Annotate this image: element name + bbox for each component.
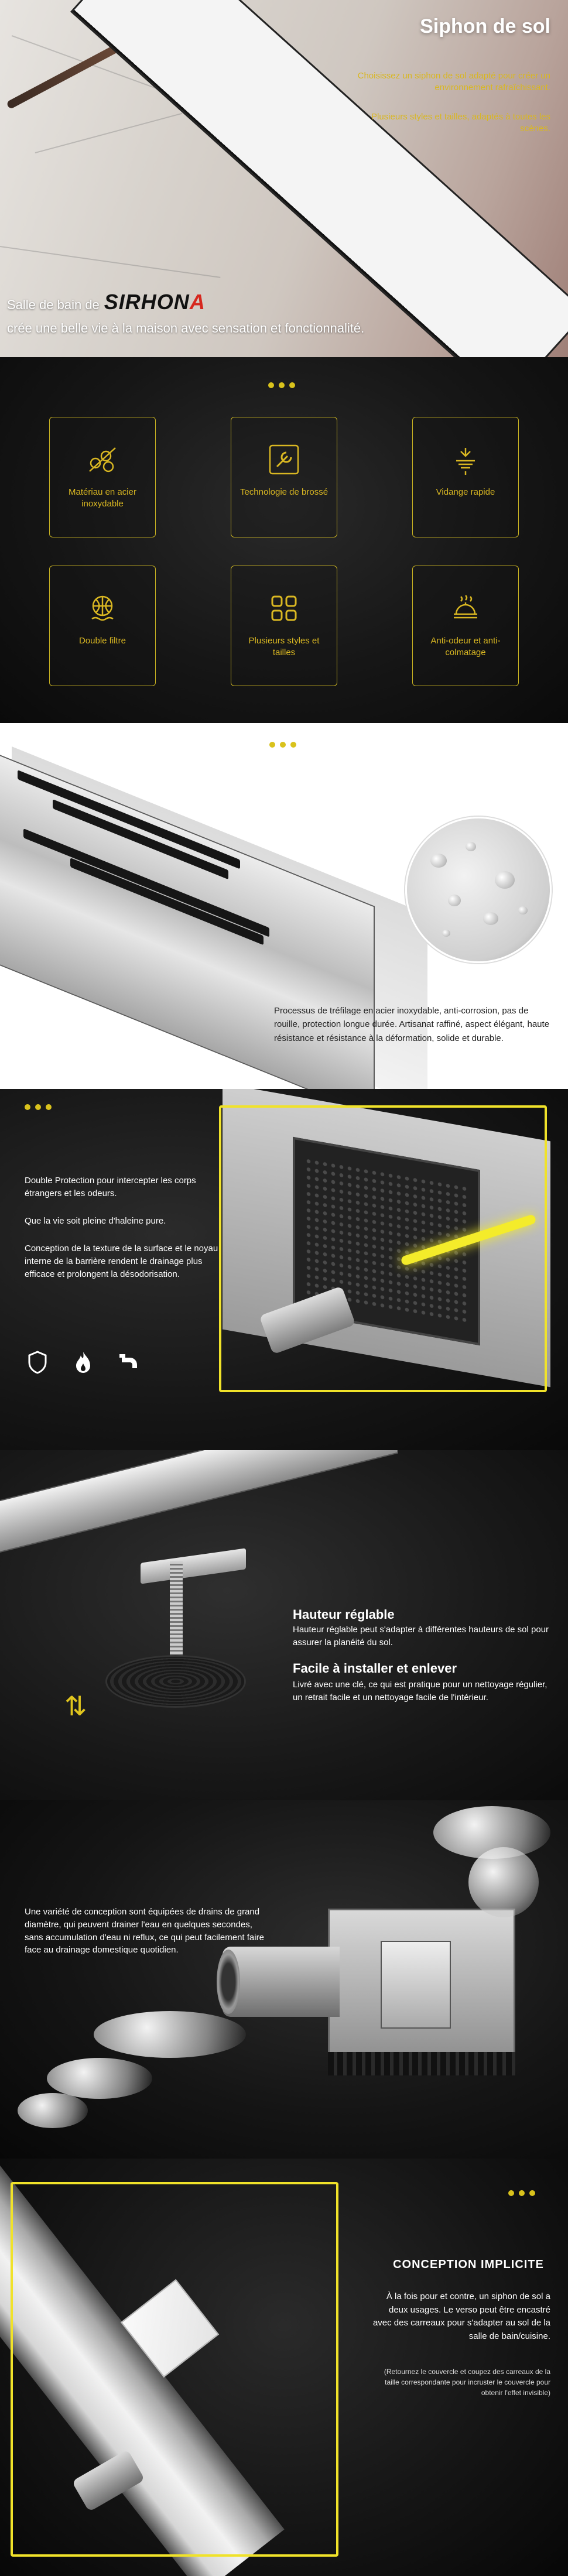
brand-logo xyxy=(104,290,206,314)
rubber-base-image xyxy=(328,2052,515,2075)
hero-section xyxy=(0,0,568,357)
double-filter-icon xyxy=(84,590,121,627)
section-dots xyxy=(269,742,296,748)
brand-accent: A xyxy=(189,290,206,314)
water-splash xyxy=(94,2011,246,2058)
water-splash xyxy=(18,2093,88,2128)
drain-flow-icon xyxy=(447,441,484,478)
protection-text-3: Conception de la texture de la surface et le noyau interne de la barrière rendent le drainage plus efficace et prolongent la désodorisation. xyxy=(25,1244,218,1279)
feature-label: Vidange rapide xyxy=(436,487,495,497)
adjust-section xyxy=(0,1450,568,1800)
yellow-frame xyxy=(11,2182,338,2557)
feature-label: Anti-odeur et anti-colmatage xyxy=(430,636,501,658)
marble-vein xyxy=(35,113,183,153)
hero-subtitle-2: Plusieurs styles et tailles, adaptés à toutes les scènes. xyxy=(371,112,550,134)
flow-description: Une variété de conception sont équipées de drains de grand diamètre, qui peuvent drainer l'eau en quelques secondes, sans accumulation d'eau ni reflux, ce qui peut facilement faire face au drainage domestique quotidien. xyxy=(25,1907,264,1955)
water-splash xyxy=(47,2058,152,2099)
steel-rods-icon xyxy=(84,441,121,478)
brand-tagline: crée une belle vie à la maison avec sensation et fonctionnalité. xyxy=(7,321,365,335)
drain-clip-image xyxy=(381,1941,451,2029)
page-title: Siphon de sol xyxy=(420,15,550,37)
adjust-text-2: Livré avec une clé, ce qui est pratique pour un nettoyage régulier, un retrait facile et un nettoyage facile de l'intérieur. xyxy=(293,1680,548,1703)
protection-text-2: Que la vie soit pleine d'haleine pure. xyxy=(25,1216,166,1226)
styles-grid-icon xyxy=(265,590,303,627)
steel-section xyxy=(0,723,568,1089)
concealed-section xyxy=(0,2159,568,2576)
adjust-text-1: Hauteur réglable peut s'adapter à différentes hauteurs de sol pour assurer la planéité du sol. xyxy=(293,1625,549,1647)
protection-section xyxy=(0,1089,568,1450)
feature-card xyxy=(412,566,519,686)
height-bracket-image xyxy=(141,1548,246,1584)
brand-prefix: Salle de bain de xyxy=(7,297,100,312)
shield-icon xyxy=(25,1349,50,1375)
steel-description: Processus de tréfilage en acier inoxydable, anti-corrosion, pas de rouille, protection longue durée. Artisanat raffiné, aspect élégant, haute résistance et résistance à la déformation, solide et durable. xyxy=(274,1006,550,1043)
pipe-opening xyxy=(217,1950,240,2014)
water-droplets-closeup xyxy=(405,817,552,963)
protection-text-1: Double Protection pour intercepter les corps étrangers et les odeurs. xyxy=(25,1176,196,1198)
feature-label: Technologie de brossé xyxy=(239,487,329,497)
brand-name: SIRHON xyxy=(104,290,190,314)
feature-card xyxy=(412,417,519,537)
feature-card xyxy=(231,417,337,537)
adjust-heading-2: Facile à installer et enlever xyxy=(293,1661,457,1676)
up-down-arrow-icon: ⇅ xyxy=(64,1691,87,1721)
yellow-frame xyxy=(219,1105,547,1392)
hero-subtitle: Choisissez un siphon de sol adapté pour créer un environnement rafraîchissant. xyxy=(357,71,550,93)
adjust-heading-1: Hauteur réglable xyxy=(293,1607,395,1622)
section-dots xyxy=(268,382,295,388)
large-pipe-image xyxy=(223,1947,340,2017)
pen-decoration xyxy=(6,39,129,109)
concealed-description: À la fois pour et contre, un siphon de sol a deux usages. Le verso peut être encastré avec des carreaux pour s'adapter au sol de la salle de bain/cuisine. xyxy=(372,2291,550,2341)
section-dots xyxy=(25,1104,52,1110)
protection-icons xyxy=(25,1349,142,1375)
brand-row xyxy=(7,290,206,314)
section-dots xyxy=(508,2190,535,2196)
anti-odor-icon xyxy=(447,590,484,627)
flame-icon xyxy=(70,1349,96,1375)
faucet-icon xyxy=(116,1349,142,1375)
feature-label: Double filtre xyxy=(78,636,126,646)
drain-channel-image xyxy=(0,1450,398,1556)
feature-card xyxy=(49,417,156,537)
feature-label: Matériau en acier inoxydable xyxy=(69,487,136,509)
marble-vein xyxy=(0,246,220,278)
features-section xyxy=(0,357,568,723)
feature-card xyxy=(49,566,156,686)
concealed-note: (Retournez le couvercle et coupez des carreaux de la taille correspondante pour incruster le couvercle pour obtenir l'effet invisible) xyxy=(384,2368,550,2397)
water-splash xyxy=(468,1847,539,1917)
adjust-foot-image xyxy=(105,1655,246,1708)
brush-wrench-icon xyxy=(265,441,303,478)
concealed-title: CONCEPTION IMPLICITE xyxy=(393,2258,544,2271)
flow-section xyxy=(0,1800,568,2159)
feature-card xyxy=(231,566,337,686)
feature-label: Plusieurs styles et tailles xyxy=(248,636,320,658)
